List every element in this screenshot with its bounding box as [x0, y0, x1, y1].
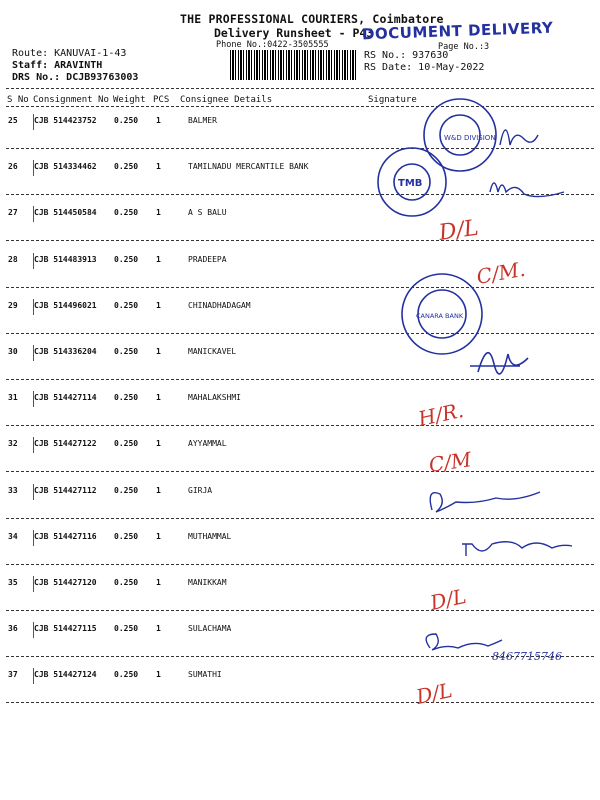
row-pcs: 1: [156, 531, 161, 541]
staff: Staff: ARAVINTH: [12, 60, 103, 71]
row-consignee: BALMER: [188, 116, 217, 125]
row-pcs: 1: [156, 116, 161, 125]
row-pcs: 1: [156, 439, 161, 449]
signature-icon: [490, 183, 564, 197]
signature-icon: [470, 353, 528, 374]
row-pcs: 1: [156, 578, 161, 587]
hr-mark: H/R.: [416, 397, 466, 431]
document-delivery-stamp: DOCUMENT DELIVERY: [361, 18, 554, 44]
row-consignee: TAMILNADU MERCANTILE BANK: [188, 162, 309, 172]
row-sno: 36: [8, 624, 18, 634]
row-consignment: CJB 514427115: [34, 624, 97, 634]
row-sno: 31: [8, 393, 18, 403]
row-weight: 0.250: [114, 347, 139, 356]
delivered-mark: D/L: [414, 677, 455, 709]
delivered-mark: D/L: [428, 583, 469, 615]
signature-icon: [462, 542, 572, 556]
delivered-mark: D/L: [437, 215, 481, 246]
title: THE PROFESSIONAL COURIERS, Coimbatore: [180, 12, 444, 26]
signature-icon: [426, 634, 502, 650]
tmb-stamp-text: TMB: [398, 178, 423, 189]
row-weight: 0.250: [114, 624, 139, 634]
row-weight: 0.250: [114, 670, 139, 680]
row-consignee: GIRJA: [188, 485, 213, 495]
row-weight: 0.250: [114, 531, 139, 541]
signature-icon: [500, 130, 538, 145]
row-consignment: CJB 514427120: [34, 578, 97, 587]
row-sno: 26: [8, 162, 18, 172]
drs-number: DRS No.: DCJB93763003: [12, 72, 139, 83]
subtitle: Delivery Runsheet - P43: [214, 26, 374, 40]
phone-note: 8467715746: [492, 650, 562, 663]
row-weight: 0.250: [114, 439, 139, 449]
row-consignee: A S BALU: [188, 208, 227, 218]
chinadhadagam-mark: C/M.: [474, 256, 528, 289]
row-pcs: 1: [156, 624, 161, 634]
row-weight: 0.250: [114, 485, 139, 495]
row-consignment: CJB 514423752: [34, 116, 97, 125]
row-sno: 29: [8, 300, 18, 310]
row-consignee: MANIKKAM: [188, 578, 227, 587]
row-consignment: CJB 514334462: [34, 162, 97, 172]
row-consignee: SUMATHI: [188, 670, 222, 680]
row-consignment: CJB 514483913: [34, 254, 97, 264]
row-weight: 0.250: [114, 578, 139, 587]
balmer-stamp-text: W&D DIVISION: [444, 134, 496, 142]
row-pcs: 1: [156, 347, 161, 356]
row-consignment: CJB 514450584: [34, 208, 97, 218]
cm-mark: C/M: [427, 447, 473, 477]
row-weight: 0.250: [114, 162, 139, 172]
canara-stamp-text: CANARA BANK: [416, 312, 464, 320]
row-consignment: CJB 514427116: [34, 531, 97, 541]
route: Route: KANUVAI-1-43: [12, 48, 127, 59]
row-pcs: 1: [156, 485, 161, 495]
col-consignment: Consignment No: [33, 95, 109, 105]
col-sno: S No: [7, 95, 29, 105]
row-weight: 0.250: [114, 393, 139, 403]
page-number: Page No.:3: [438, 42, 490, 52]
col-pcs: PCS: [153, 95, 170, 105]
rs-number: RS No.: 937630: [364, 50, 449, 61]
row-sno: 32: [8, 439, 18, 449]
col-weight: Weight: [113, 95, 146, 105]
row-consignee: PRADEEPA: [188, 254, 227, 264]
row-consignee: CHINADHADAGAM: [188, 300, 251, 310]
col-signature: Signature: [368, 95, 417, 105]
col-consignee: Consignee Details: [180, 95, 273, 105]
row-sno: 28: [8, 254, 18, 264]
row-consignee: MUTHAMMAL: [188, 531, 232, 541]
row-sno: 27: [8, 208, 18, 218]
row-consignee: SULACHAMA: [188, 624, 232, 634]
row-weight: 0.250: [114, 300, 139, 310]
row-pcs: 1: [156, 208, 161, 218]
row-pcs: 1: [156, 670, 161, 680]
row-sno: 35: [8, 578, 18, 587]
row-sno: 25: [8, 116, 18, 125]
row-sno: 34: [8, 531, 18, 541]
signature-icon: [430, 492, 540, 512]
row-weight: 0.250: [114, 254, 139, 264]
rs-date: RS Date: 10-May-2022: [364, 62, 485, 73]
row-consignee: AYYAMMAL: [188, 439, 227, 449]
row-consignment: CJB 514496021: [34, 300, 97, 310]
row-pcs: 1: [156, 162, 161, 172]
row-pcs: 1: [156, 254, 161, 264]
row-sno: 37: [8, 670, 18, 680]
row-weight: 0.250: [114, 208, 139, 218]
row-consignment: CJB 514427124: [34, 670, 97, 680]
row-sno: 33: [8, 485, 18, 495]
row-consignment: CJB 514427114: [34, 393, 97, 403]
row-pcs: 1: [156, 393, 161, 403]
row-weight: 0.250: [114, 116, 139, 125]
row-sno: 30: [8, 347, 18, 356]
row-consignee: MAHALAKSHMI: [188, 393, 241, 403]
phone-number: Phone No.:0422-3505555: [216, 40, 329, 50]
row-consignment: CJB 514427122: [34, 439, 97, 449]
row-pcs: 1: [156, 300, 161, 310]
row-consignee: MANICKAVEL: [188, 347, 237, 356]
row-consignment: CJB 514336204: [34, 347, 97, 356]
row-consignment: CJB 514427112: [34, 485, 97, 495]
